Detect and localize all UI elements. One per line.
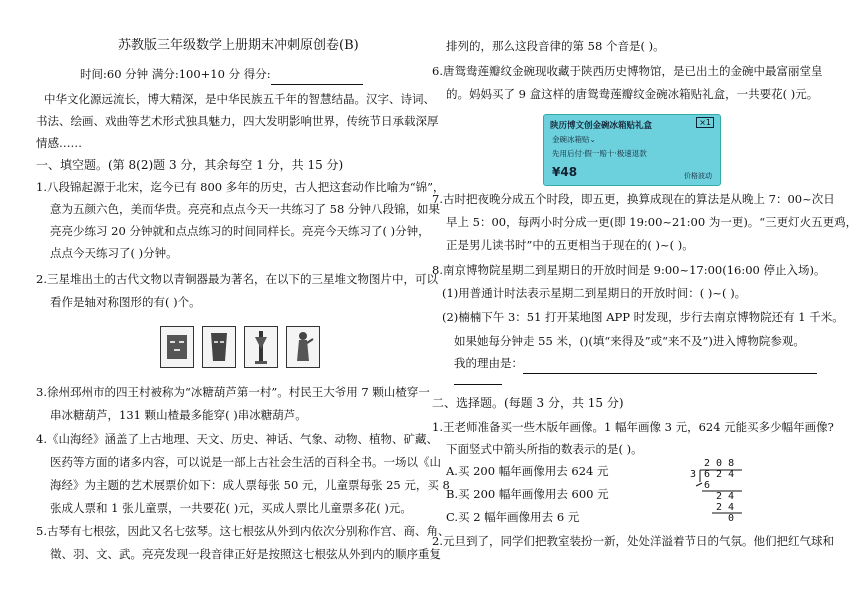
bronze-tree-image [244,326,278,368]
quantity-badge: ×1 [696,117,714,128]
q8-sub2: (2)楠楠下午 3：51 打开某地图 APP 时发现，步行去南京博物院还有 1 千米。 [442,310,844,324]
bronze-mask-image [160,326,194,368]
option-b[interactable]: B.买 200 幅年画像用去 600 元 [446,487,609,501]
q2-line: 2.三星堆出土的古代文物以青铜器最为著名，在以下的三星堆文物图片中，可以 [36,272,438,286]
s2-q2-line: 2.元旦到了，同学们把教室装扮一新，处处洋溢着节日的气氛。他们把红气球和 [432,534,834,548]
bronze-head-image [202,326,236,368]
s2-q1-line: 下面竖式中箭头所指的数表示的是( )。 [446,442,643,456]
score-blank[interactable] [271,70,363,85]
intro-line-3: 情感…… [36,136,82,150]
remainder: 0 [728,513,735,524]
divisor: 3 [690,469,697,480]
division-lines [690,458,750,526]
step-1: 6 [704,480,711,491]
page-title: 苏教版三年级数学上册期末冲刺原创卷(B) [118,38,359,53]
q6-line: 6.唐鸳鸯莲瓣纹金碗现收藏于陕西历史博物馆，是已出土的金碗中最富丽堂皇 [432,64,823,78]
q4-line: 张成人票和 1 张儿童票，一共要花( )元，买成人票比儿童票多花( )元。 [50,501,412,515]
q4-line: 海经》为主题的艺术展票价如下：成人票每张 50 元，儿童票每张 25 元，买 8 [50,478,450,492]
reason-blank[interactable] [523,359,817,374]
step-2: 2 4 [716,491,735,502]
gift-box-listing [543,114,721,186]
reason-blank-2[interactable] [454,384,502,385]
q7-line: 早上 5：00，每两小时分成一更(即 19:00~21:00 为一更)。“三更灯火五更鸡， [446,215,858,229]
intro-line-2: 书法、绘画、戏曲等艺术形式独具魅力，四大发明影响世界，传统节日承载深厚 [36,114,439,128]
s2-q1-line: 1.王老师准备买一些木版年画像。1 幅年画像 3 元，624 元能买多少幅年画像? [432,420,834,434]
exam-meta-text: 时间:60 分钟 满分:100+10 分 得分: [80,67,271,81]
price-note: 价格波动 [684,172,712,180]
reason-line [454,352,817,374]
q7-line: 正是男儿读书时”中的五更相当于现在的( )~( )。 [446,238,694,252]
gift-price: ¥48 [552,165,578,179]
q7-line: 7.古时把夜晚分成五个时段，即五更，换算成现在的算法是从晚上 7：00~次日 [432,192,835,206]
reason-label: 我的理由是： [454,356,523,370]
q3-line: 3.徐州邳州市的四王村被称为“冰糖葫芦第一村”。村民王大爷用 7 颗山楂穿一 [36,385,430,399]
gift-title: 陕历博文创金碗冰箱贴礼盒 [550,121,653,131]
option-a[interactable]: A.买 200 幅年画像用去 624 元 [446,464,609,478]
q8-sub1: (1)用普通计时法表示星期二到星期日的开放时间：( )~( )。 [442,286,747,300]
section2-heading: 二、选择题。(每题 3 分，共 15 分) [432,396,624,410]
q4-line: 医药等方面的诸多内容，可以说是一部上古社会生活的百科全书。一场以《山 [50,455,441,469]
q1-line: 意为五颜六色，美而华贵。亮亮和点点今天一共练习了 58 分钟八段锦，如果 [50,202,440,216]
long-division [690,458,750,526]
gift-variant: 金碗冰箱贴⌄ [552,135,596,144]
q8-sub2-cont: 如果她每分钟走 55 米，()(填“来得及”或“来不及”)进入博物院参观。 [454,334,805,348]
q5-line: 5.古琴有七根弦，因此又名七弦琴。这七根弦从外到内依次分别称作宫、商、角、 [36,524,450,538]
step-3: 2 4 [716,502,735,513]
bronze-figure-image [286,326,320,368]
section1-heading: 一、填空题。(第 8(2)题 3 分，其余每空 1 分，共 15 分) [36,158,344,172]
quotient: 2 0 8 [704,458,735,469]
q2-line: 看作是轴对称图形的有( )个。 [50,295,201,309]
q3-line: 串冰糖葫芦，131 颗山楂最多能穿( )串冰糖葫芦。 [50,408,307,422]
q1-line: 亮亮少练习 20 分钟就和点点练习的时间同样长。亮亮今天练习了( )分钟， [50,224,430,238]
exam-meta [80,63,363,85]
q1-line: 1.八段锦起源于北宋，迄今已有 800 多年的历史，古人把这套动作比喻为“锦”， [36,180,445,194]
q5-continued: 排列的，那么这段音律的第 58 个音是( )。 [446,39,665,53]
q1-line: 点点今天练习了( )分钟。 [50,246,178,260]
q4-line: 4.《山海经》涵盖了上古地理、天文、历史、神话、气象、动物、植物、矿藏、 [36,432,438,446]
intro-line-1: 中华文化源远流长，博大精深，是中华民族五千年的智慧结晶。汉字、诗词、 [44,92,435,106]
sanxingdui-artifacts [160,326,320,368]
option-c[interactable]: C.买 2 幅年画像用去 6 元 [446,510,580,524]
dividend: 6 2 4 [704,469,735,480]
gift-service: 先用后付·假一赔十·极速退款 [552,149,647,158]
q6-line: 的。妈妈买了 9 盒这样的唐鸳鸯莲瓣纹金碗冰箱贴礼盒，一共要花( )元。 [446,87,819,101]
q8-line: 8.南京博物院星期二到星期日的开放时间是 9:00~17:00(16:00 停止入场)。 [432,263,826,277]
q5-line: 徵、羽、文、武。亮亮发现一段音律正好是按照这七根弦从外到内的顺序重复 [50,547,441,561]
